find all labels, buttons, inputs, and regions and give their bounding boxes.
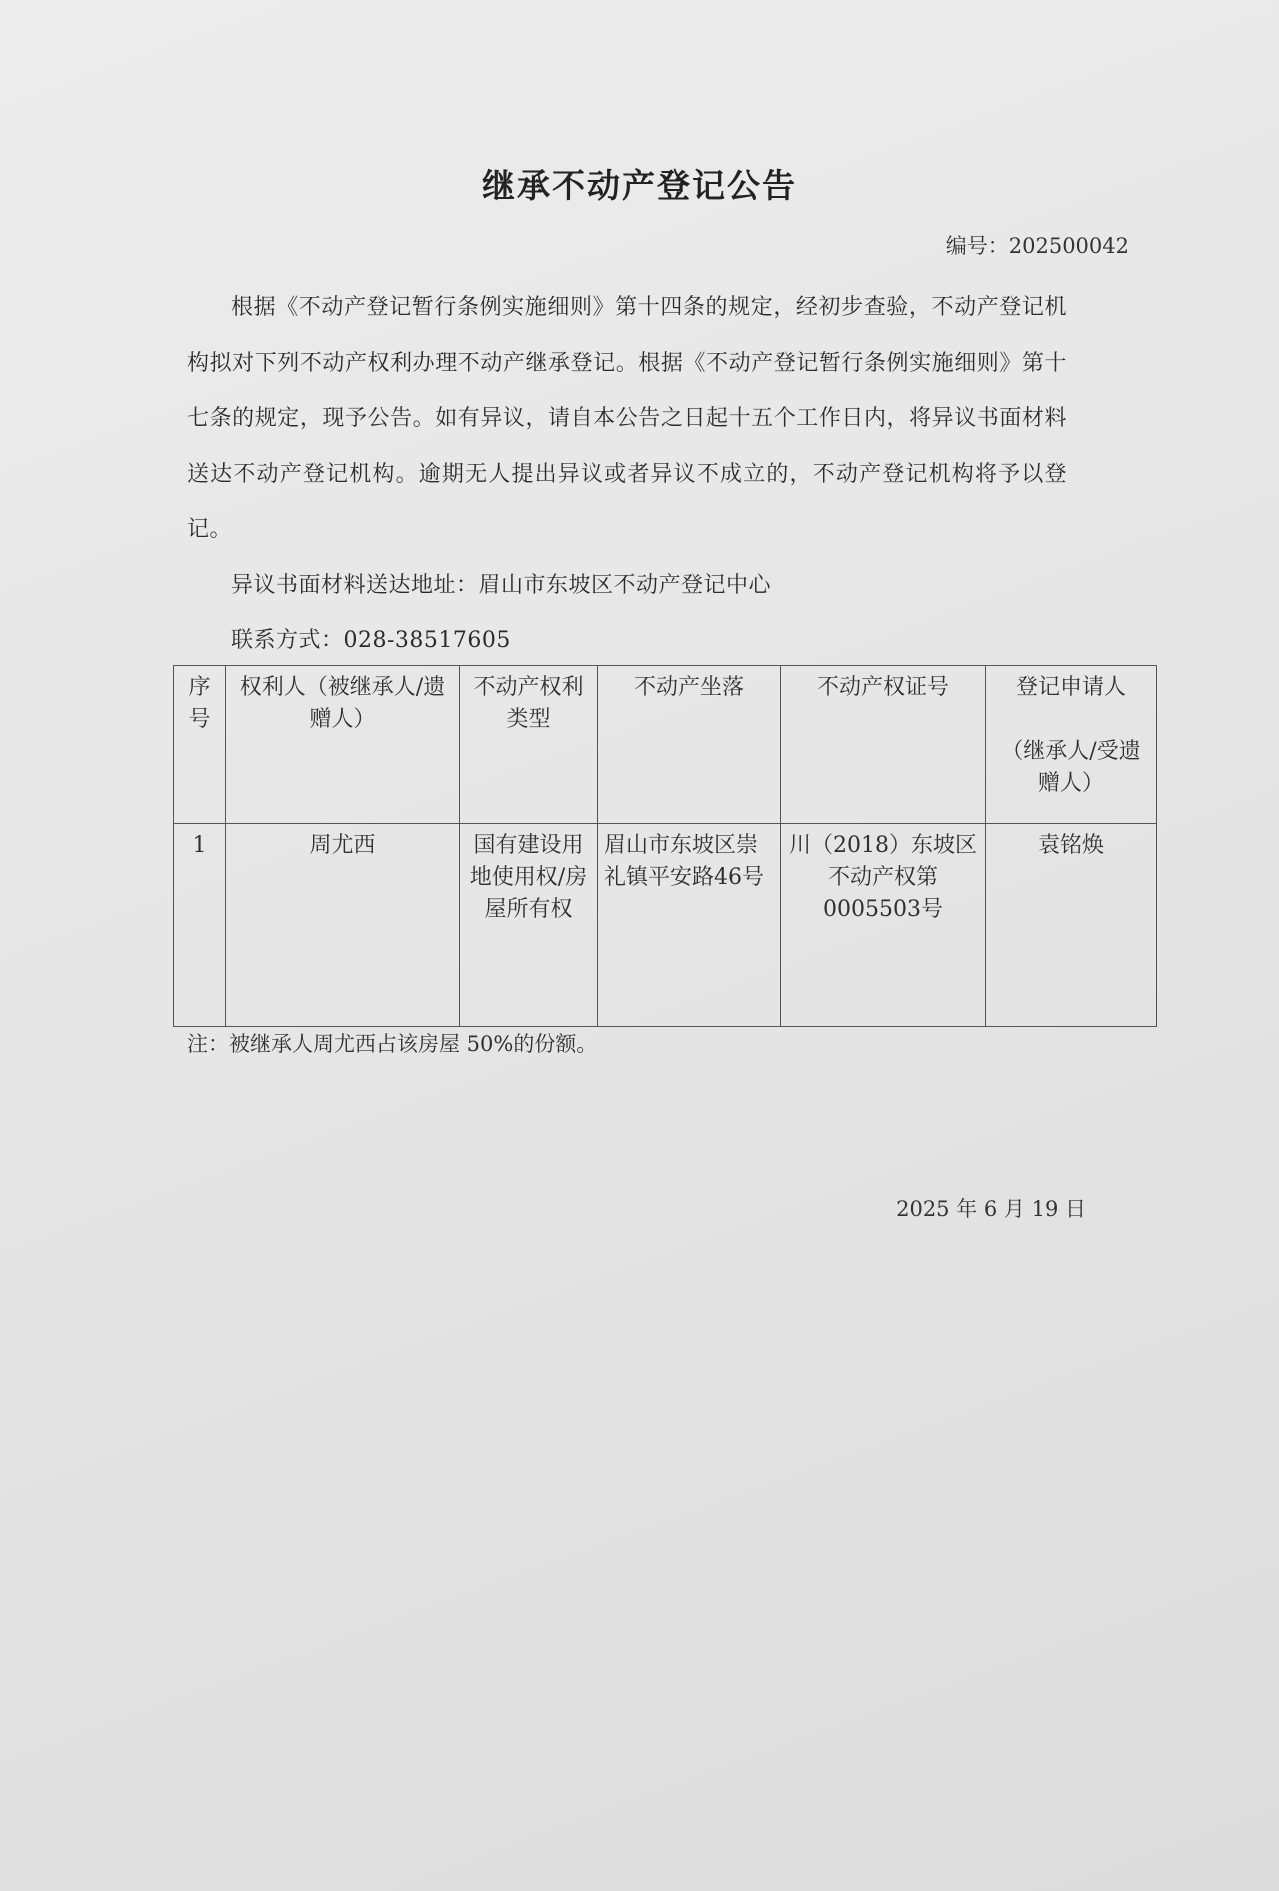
notice-body bbox=[187, 280, 1067, 669]
notice-paragraph-main: 根据《不动产登记暂行条例实施细则》第十四条的规定，经初步查验，不动产登记机构拟对下列不动产权利办理不动产继承登记。根据《不动产登记暂行条例实施细则》第十七条的规定，现予公告。如有异议，请自本公告之日起十五个工作日内，将异议书面材料送达不动产登记机构。逾期无人提出异议或者异议不成立的，不动产登记机构将予以登记。 bbox=[187, 295, 1067, 542]
cell-certificate: 川（2018）东坡区不动产权第0005503号 bbox=[781, 824, 986, 1027]
table-header-row bbox=[174, 666, 1157, 824]
header-location: 不动产坐落 bbox=[598, 666, 781, 824]
table-row bbox=[174, 824, 1157, 1027]
document-number: 编号：202500042 bbox=[945, 234, 1129, 258]
header-certificate: 不动产权证号 bbox=[781, 666, 986, 824]
notice-date: 2025 年 6 月 19 日 bbox=[896, 1197, 1086, 1221]
cell-index: 1 bbox=[174, 824, 226, 1027]
registration-table bbox=[173, 665, 1157, 1027]
header-applicant: 登记申请人 （继承人/受遗赠人） bbox=[986, 666, 1157, 824]
cell-right-type: 国有建设用地使用权/房屋所有权 bbox=[460, 824, 598, 1027]
cell-holder: 周尤西 bbox=[226, 824, 460, 1027]
document-title: 继承不动产登记公告 bbox=[482, 166, 797, 205]
contact-info: 联系方式：028-38517605 bbox=[231, 628, 511, 653]
cell-location: 眉山市东坡区崇礼镇平安路46号 bbox=[598, 824, 781, 1027]
header-right-type: 不动产权利类型 bbox=[460, 666, 598, 824]
objection-address: 异议书面材料送达地址：眉山市东坡区不动产登记中心 bbox=[231, 572, 772, 598]
header-index: 序号 bbox=[174, 666, 226, 824]
table-note: 注：被继承人周尤西占该房屋 50%的份额。 bbox=[187, 1032, 598, 1056]
registration-table-wrap bbox=[173, 665, 1149, 1027]
cell-applicant: 袁铭焕 bbox=[986, 824, 1157, 1027]
header-holder: 权利人（被继承人/遗赠人） bbox=[226, 666, 460, 824]
